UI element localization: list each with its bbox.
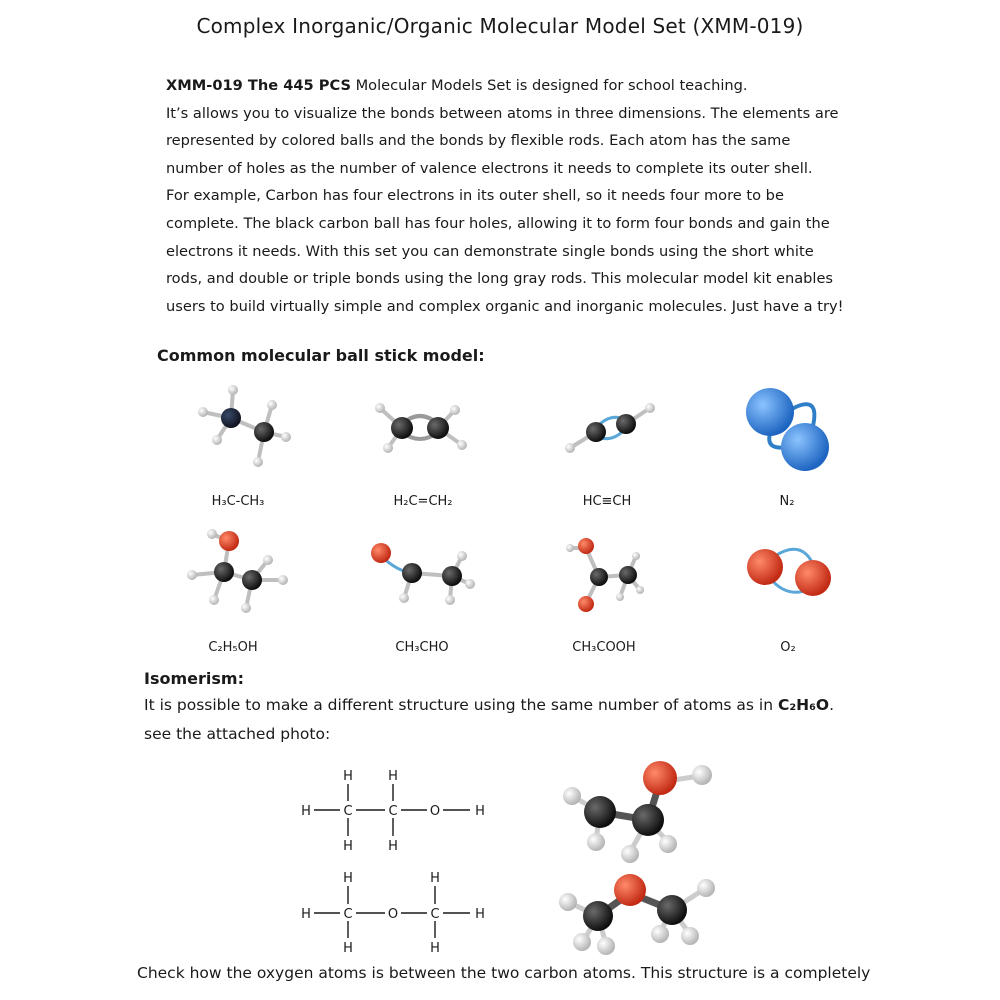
acetylene-model — [565, 403, 655, 453]
caption-acetaldehyde: CH₃CHO — [395, 640, 449, 655]
atom-h: H — [343, 839, 353, 854]
atom-c: C — [388, 804, 398, 819]
atom-h: H — [475, 907, 485, 922]
models-heading: Common molecular ball stick model: — [157, 346, 485, 365]
caption-nitrogen: N₂ — [779, 494, 795, 509]
intro-line: users to build virtually simple and complex organic and inorganic molecules. Just have a try! — [166, 297, 844, 315]
nitrogen-model — [746, 388, 829, 471]
caption-ethylene: H₂C=CH₂ — [393, 494, 453, 509]
product-lead: XMM-019 The 445 PCS — [166, 77, 351, 94]
atom-h: H — [301, 804, 311, 819]
isomerism-text: It is possible to make a different structure using the same number of atoms as in — [144, 696, 778, 714]
atom-c: C — [343, 907, 353, 922]
caption-ethanol: C₂H₅OH — [208, 640, 258, 655]
isomerism-heading: Isomerism: — [144, 669, 244, 688]
atom-o: O — [429, 804, 441, 819]
atom-c: C — [343, 804, 353, 819]
atom-h: H — [343, 769, 353, 784]
intro-line-1-text: Molecular Models Set is designed for school teaching. — [350, 77, 748, 94]
ethanol-3d-model — [563, 761, 712, 863]
document-title: Complex Inorganic/Organic Molecular Model Set (XMM-019) — [196, 14, 804, 38]
caption-acetic-acid: CH₃COOH — [572, 640, 636, 655]
caption-ethane: H₃C-CH₃ — [211, 494, 265, 509]
atom-h: H — [388, 839, 398, 854]
intro-line: It’s allows you to visualize the bonds between atoms in three dimensions. The elements are — [166, 104, 839, 122]
intro-line: represented by colored balls and the bonds by flexible rods. Each atom has the same — [166, 132, 791, 150]
atom-o: O — [387, 907, 399, 922]
caption-acetylene: HC≡CH — [582, 494, 632, 509]
ethane-model — [198, 385, 291, 467]
caption-oxygen: O₂ — [780, 640, 796, 655]
intro-line: For example, Carbon has four electrons in its outer shell, so it needs four more to be — [166, 187, 784, 205]
isomerism-formula: C₂H₆O — [778, 696, 830, 714]
intro-line: rods, and double or triple bonds using the long gray rods. This molecular model kit enables — [166, 270, 834, 288]
atom-c: C — [430, 907, 440, 922]
footer-text: Check how the oxygen atoms is between the two carbon atoms. This structure is a completely — [137, 964, 871, 982]
acetic-acid-model — [566, 538, 644, 612]
intro-line: complete. The black carbon ball has four holes, allowing it to form four bonds and gain the — [166, 214, 830, 232]
isomerism-period: . — [829, 696, 835, 714]
atom-h: H — [430, 871, 440, 886]
acetaldehyde-model — [371, 543, 475, 605]
atom-h: H — [430, 941, 440, 956]
isomerism-text-line-2: see the attached photo: — [144, 725, 331, 743]
atom-h: H — [301, 907, 311, 922]
atom-h: H — [343, 941, 353, 956]
dimethyl-ether-structural-formula — [301, 871, 485, 956]
intro-line: electrons it needs. With this set you can demonstrate single bonds using the short white — [166, 242, 814, 260]
ethanol-model — [187, 529, 288, 613]
atom-h: H — [388, 769, 398, 784]
oxygen-model — [747, 549, 831, 596]
isomerism-text-line-1 — [144, 696, 834, 714]
atom-h: H — [475, 804, 485, 819]
ethylene-model — [375, 403, 467, 453]
ethanol-structural-formula — [301, 769, 485, 854]
dimethyl-ether-3d-model — [559, 874, 715, 955]
atom-h: H — [343, 871, 353, 886]
intro-line: number of holes as the number of valence electrons it needs to complete its outer shell. — [166, 159, 813, 177]
